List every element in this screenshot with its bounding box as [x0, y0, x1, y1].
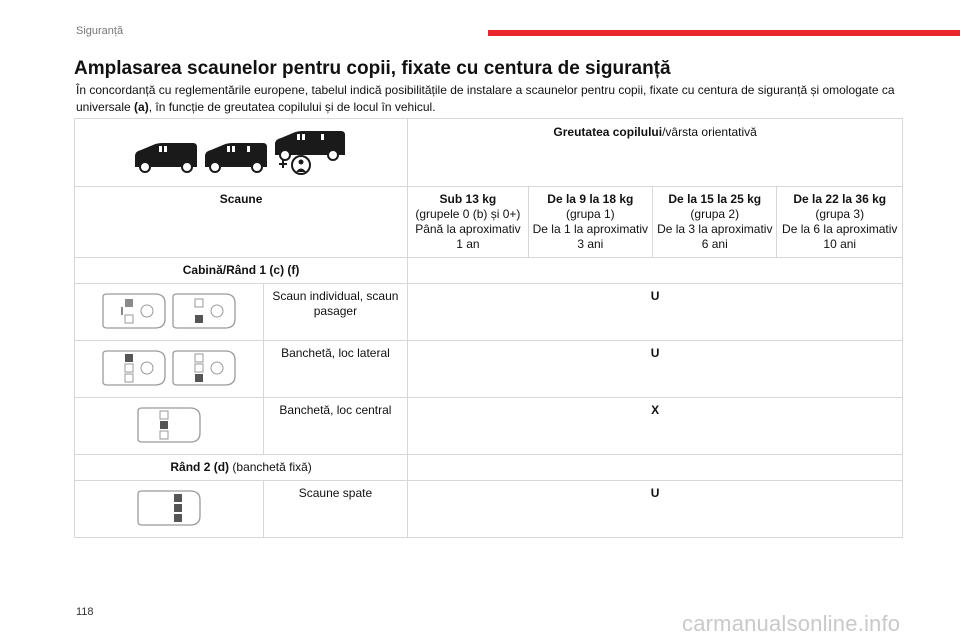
row1-title-cell: [75, 258, 408, 284]
position-row: [75, 284, 903, 341]
section-title: Siguranță: [76, 25, 124, 37]
position-label-cell: [263, 481, 408, 538]
page-title: Amplasarea scaunelor pentru copii, fixate cu centura de siguranță: [74, 58, 671, 79]
group-age: De la 1 la aproximativ 3 ani: [532, 222, 649, 251]
group-number: (grupele 0 (b) și 0+): [415, 207, 521, 221]
row2-title-row: [75, 455, 903, 481]
seat-diagram-cell: [75, 481, 264, 538]
compat-value: U: [650, 289, 660, 303]
position-label-cell: [263, 398, 408, 455]
intro-paragraph: [76, 82, 906, 116]
compat-value: X: [651, 403, 660, 417]
position-label-cell: [263, 284, 408, 341]
header-accent-bar: [488, 30, 960, 36]
watermark: carmanualsonline.info: [682, 611, 901, 636]
compat-value-cell: [408, 341, 903, 398]
intro-text: În concordanță cu reglementările europene, tabelul indică posibilitățile de instalare a scaunelor pentru copii, fixate cu centura de siguranță și omologate ca universale: [76, 83, 895, 114]
row1-empty-cell: [408, 258, 903, 284]
row2-title-cell: [75, 455, 408, 481]
rear-seat-diagram-icon: [134, 488, 204, 528]
compat-value: U: [650, 346, 660, 360]
position-label: Scaun individual, scaun pasager: [272, 289, 399, 318]
front-seat-diagram-icon: [99, 291, 239, 331]
group-cell-1: [528, 187, 652, 258]
group-header-row: [75, 187, 903, 258]
seats-label: Scaune: [219, 192, 263, 206]
compatibility-table: [74, 118, 903, 538]
compat-value-cell: [408, 398, 903, 455]
position-row: [75, 341, 903, 398]
group-title: De la 9 la 18 kg: [547, 192, 634, 206]
row2-empty-cell: [408, 455, 903, 481]
table-header-row: [75, 119, 903, 187]
position-label: Scaune spate: [298, 486, 373, 500]
group-cell-2: [653, 187, 777, 258]
bench-side-diagram-icon: [99, 348, 239, 388]
bench-center-diagram-icon: [134, 405, 204, 445]
weight-header-cell: [408, 119, 903, 187]
group-cell-3: [777, 187, 903, 258]
vehicles-cell: [75, 119, 408, 187]
group-title: De la 15 la 25 kg: [668, 192, 762, 206]
weight-header-bold: Greutatea copilului: [553, 125, 663, 139]
position-label: Banchetă, loc central: [279, 403, 392, 417]
row2-title-bold: Rând 2 (d): [170, 460, 230, 474]
group-number: (grupa 3): [815, 207, 865, 221]
group-number: (grupa 1): [565, 207, 615, 221]
row2-title-rest: (banchetă fixă): [229, 460, 312, 474]
compat-value-cell: [408, 481, 903, 538]
group-age: Până la aproximativ 1 an: [415, 222, 521, 251]
seat-diagram-cell: [75, 341, 264, 398]
vans-icon: [131, 125, 351, 177]
seat-diagram-cell: [75, 284, 264, 341]
seats-label-cell: [75, 187, 408, 258]
position-label-cell: [263, 341, 408, 398]
row1-title-row: [75, 258, 903, 284]
intro-ref: (a): [134, 100, 149, 114]
position-row: [75, 481, 903, 538]
seat-diagram-cell: [75, 398, 264, 455]
compat-value: U: [650, 486, 660, 500]
weight-header-rest: /vârsta orientativă: [662, 125, 757, 139]
intro-text-end: , în funcție de greutatea copilului și de locul în vehicul.: [148, 100, 436, 114]
position-label: Banchetă, loc lateral: [281, 346, 390, 360]
group-number: (grupa 2): [690, 207, 740, 221]
group-age: De la 3 la aproximativ 6 ani: [657, 222, 773, 251]
row1-title: Cabină/Rând 1 (c) (f): [182, 263, 300, 277]
position-row: [75, 398, 903, 455]
group-age: De la 6 la aproximativ 10 ani: [782, 222, 898, 251]
group-cell-0: [408, 187, 528, 258]
group-title: De la 22 la 36 kg: [793, 192, 887, 206]
page-number: 118: [76, 606, 94, 618]
group-title: Sub 13 kg: [439, 192, 497, 206]
compat-value-cell: [408, 284, 903, 341]
